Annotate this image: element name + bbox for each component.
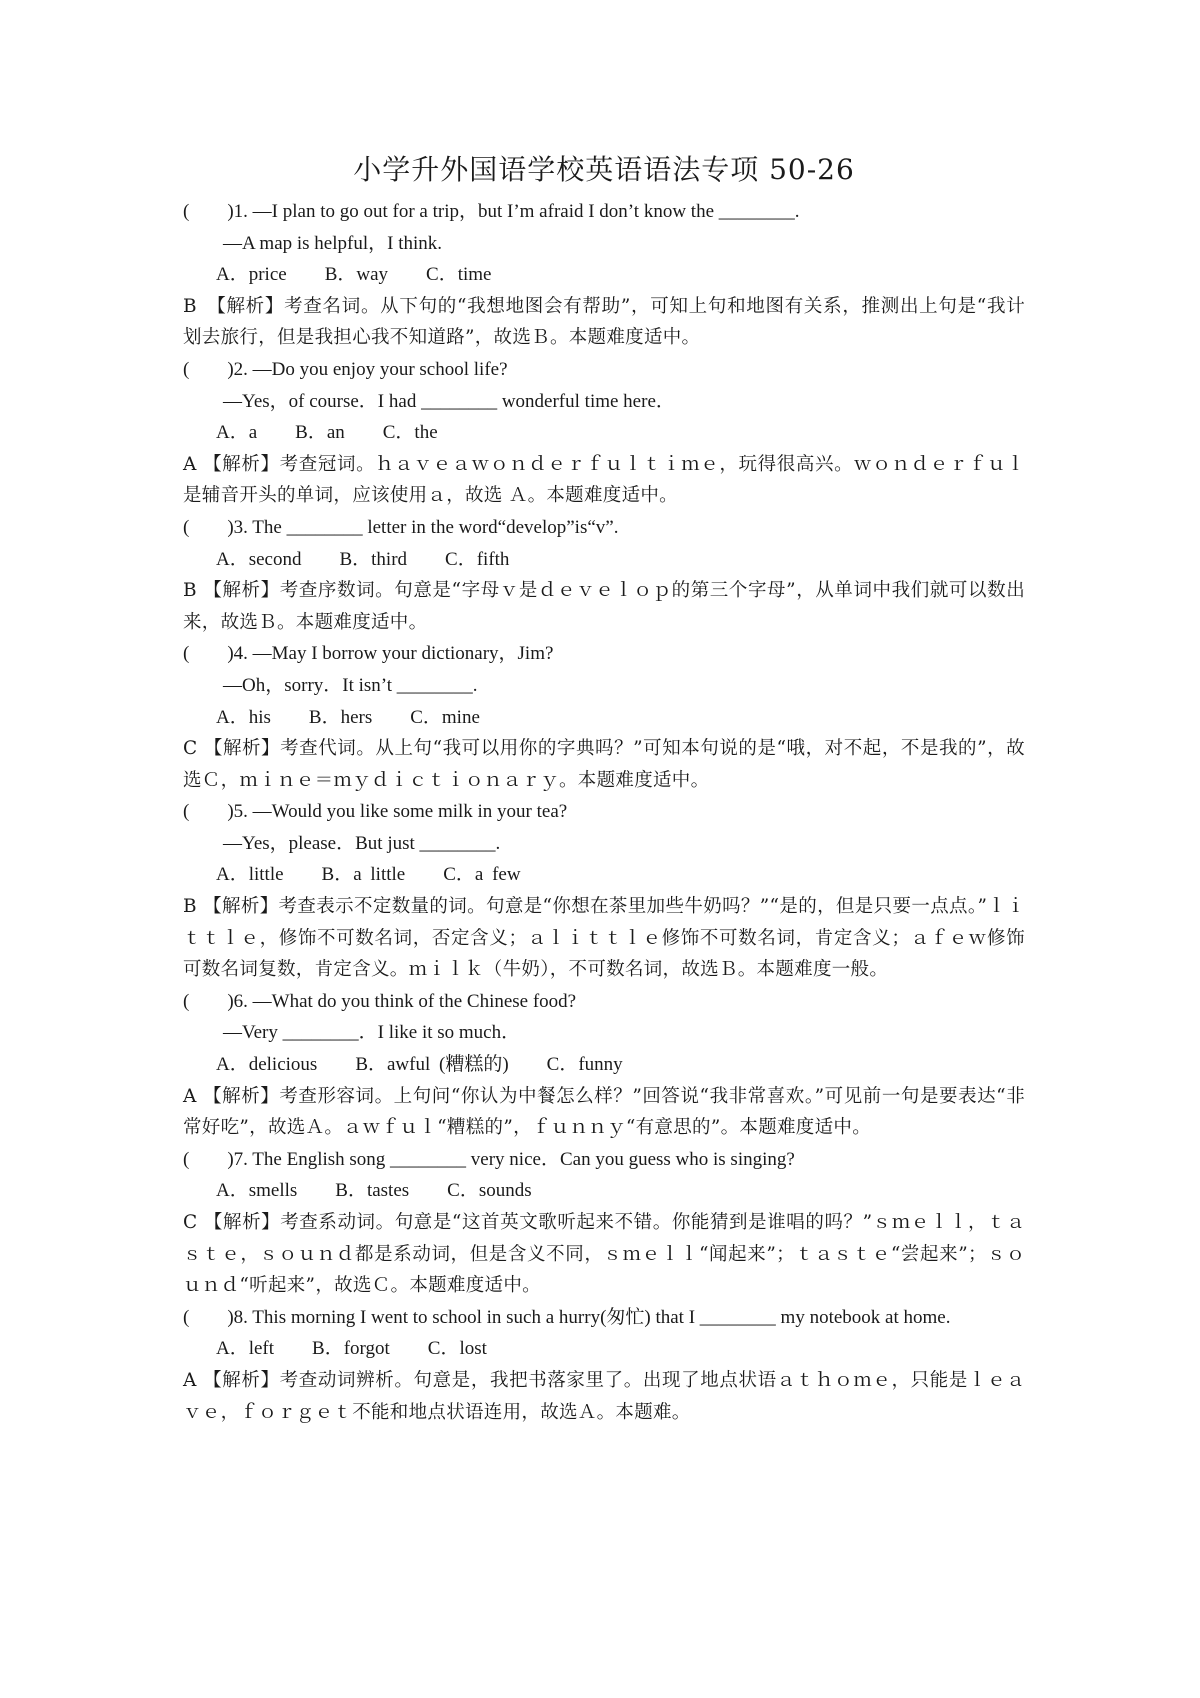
question-stem: ( )5. —Would you like some milk in your tea? bbox=[183, 801, 568, 823]
answer-explanation: C 【解析】考查代词。从上句“我可以用你的字典吗？”可知本句说的是“哦，对不起，不是我的”，故选Ｃ，ｍｉｎｅ＝ｍｙｄｉｃｔｉｏｎａｒｙ。本题难度适中。 bbox=[183, 738, 1025, 791]
question-reply: —Oh，sorry．It isn’t ________. bbox=[223, 674, 478, 696]
question-3 bbox=[183, 512, 1025, 638]
question-stem: ( )2. —Do you enjoy your school life? bbox=[183, 358, 508, 380]
question-6 bbox=[183, 986, 1025, 1144]
question-1 bbox=[183, 196, 1025, 354]
question-4 bbox=[183, 638, 1025, 796]
document-page bbox=[183, 150, 1025, 1428]
answer-explanation: B 【解析】考查序数词。句意是“字母ｖ是ｄｅｖｅｌｏｐ的第三个字母”，从单词中我们就可以数出来，故选Ｂ。本题难度适中。 bbox=[183, 580, 1025, 633]
question-reply: —Very ________．I like it so much． bbox=[223, 1022, 521, 1044]
answer-explanation: B 【解析】考查名词。从下句的“我想地图会有帮助”，可知上句和地图有关系，推测出上句是“我计划去旅行，但是我担心我不知道路”，故选Ｂ。本题难度适中。 bbox=[183, 295, 1025, 349]
answer-explanation: C 【解析】考查系动词。句意是“这首英文歌听起来不错。你能猜到是谁唱的吗？”ｓｍｅｌｌ，ｔａｓｔｅ，ｓｏｕｎｄ都是系动词，但是含义不同，ｓｍｅｌｌ“闻起来”；ｔａｓｔｅ“尝起来”；ｓｏｕｎｄ“听起来”，故选Ｃ。本题难度适中。 bbox=[183, 1212, 1025, 1297]
question-stem: ( )1. —I plan to go out for a trip，but I’m afraid I don’t know the ________. bbox=[183, 201, 800, 222]
answer-explanation: B 【解析】考查表示不定数量的词。句意是“你想在茶里加些牛奶吗？”“是的，但是只要一点点。”ｌｉｔｔｌｅ，修饰不可数名词，否定含义；ａｌｉｔｔｌｅ修饰不可数名词，肯定含义；ａｆｅｗ修饰可数名词复数，肯定含义。ｍｉｌｋ（牛奶），不可数名词，故选Ｂ。本题难度一般。 bbox=[183, 896, 1025, 981]
answer-explanation: A 【解析】考查冠词。ｈａｖｅａｗｏｎｄｅｒｆｕｌｔｉｍｅ，玩得很高兴。ｗｏｎｄｅｒｆｕｌ是辅音开头的单词，应该使用ａ，故选 Ａ。本题难度适中。 bbox=[183, 453, 1025, 507]
question-options: A．his B．hers C．mine bbox=[216, 706, 480, 728]
question-stem: ( )4. —May I borrow your dictionary，Jim? bbox=[183, 643, 554, 665]
question-8 bbox=[183, 1302, 1025, 1428]
question-options: A．delicious B．awful (糟糕的) C．funny bbox=[216, 1054, 623, 1076]
question-options: A．left B．forgot C．lost bbox=[216, 1338, 487, 1360]
question-stem: ( )6. —What do you think of the Chinese food? bbox=[183, 990, 577, 1012]
question-stem: ( )7. The English song ________ very nice．Can you guess who is singing? bbox=[183, 1148, 795, 1170]
question-2 bbox=[183, 354, 1025, 512]
question-options: A．price B．way C．time bbox=[216, 264, 492, 286]
question-options: A．second B．third C．fifth bbox=[216, 548, 510, 570]
question-5 bbox=[183, 796, 1025, 986]
question-options: A．a B．an C．the bbox=[216, 422, 438, 444]
page-title: 小学升外国语学校英语语法专项 50-26 bbox=[353, 153, 855, 186]
question-7 bbox=[183, 1144, 1025, 1302]
answer-explanation: A 【解析】考查动词辨析。句意是，我把书落家里了。出现了地点状语ａｔｈｏｍｅ，只能是ｌｅａｖｅ，ｆｏｒｇｅｔ不能和地点状语连用，故选Ａ。本题难。 bbox=[183, 1369, 1025, 1423]
question-options: A．little B．a little C．a few bbox=[216, 864, 521, 886]
question-options: A．smells B．tastes C．sounds bbox=[216, 1180, 532, 1202]
question-stem: ( )3. The ________ letter in the word“develop”is“v”. bbox=[183, 516, 619, 538]
question-stem: ( )8. This morning I went to school in such a hurry(匆忙) that I ________ my notebook at home. bbox=[183, 1306, 951, 1328]
question-reply: —A map is helpful，I think. bbox=[223, 232, 443, 254]
question-reply: —Yes，of course．I had ________ wonderful time here． bbox=[223, 390, 675, 412]
answer-explanation: A 【解析】考查形容词。上句问“你认为中餐怎么样？”回答说“我非常喜欢。”可见前一句是要表达“非常好吃”，故选Ａ。ａｗｆｕｌ“糟糕的”，ｆｕｎｎｙ“有意思的”。本题难度适中。 bbox=[183, 1085, 1025, 1139]
question-reply: —Yes，please．But just ________. bbox=[223, 832, 501, 854]
